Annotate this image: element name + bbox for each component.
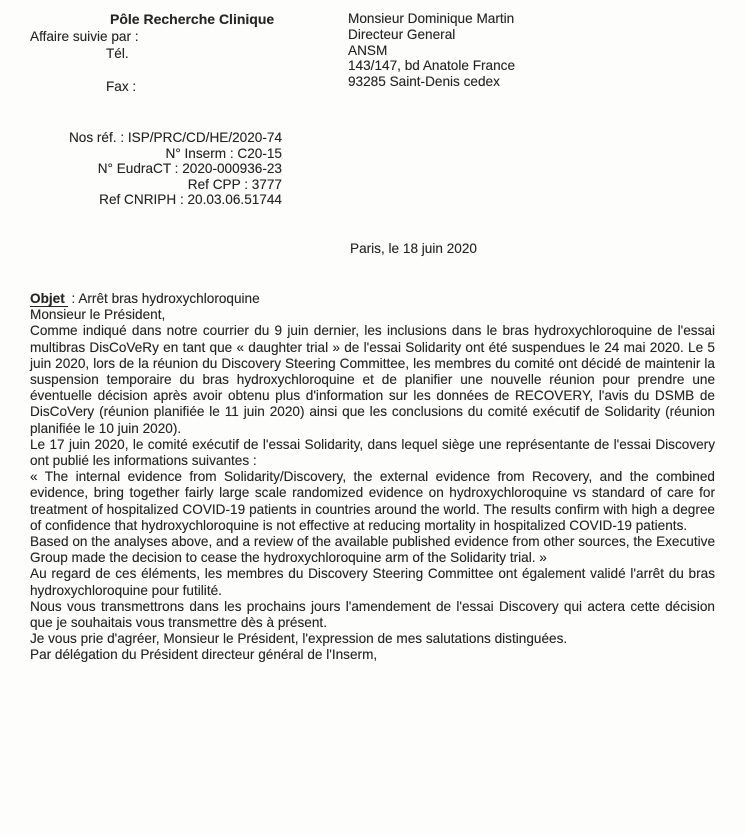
letter-body (30, 291, 715, 664)
paragraph-1: Comme indiqué dans notre courrier du 9 juin dernier, les inclusions dans le bras hydroxychloroquine de l'essai multibras DisCoVeRy en tant que « daughter trial » de l'essai Solidarity ont été suspendues le 24 mai 2020. Le 5 juin 2020, lors de la réunion du Discovery Steering Committee, les membres du comité ont décidé de maintenir la suspension temporaire du bras hydroxychloroquine et de planifier une nouvelle réunion pour prendre une éventuelle décision après avoir obtenu plus d'information sur les données de RECOVERY, l'avis du DSMB de DisCoVery (réunion planifiée le 11 juin 2020) ainsi que les conclusions du comité exécutif de Solidarity (réunion planifiée le 10 juin 2020). (30, 323, 715, 436)
sender-department: Pôle Recherche Clinique (110, 11, 275, 27)
reference-block (30, 130, 282, 208)
paragraph-2-quote-1: « The internal evidence from Solidarity/Discovery, the external evidence from Recovery, and the combined evidence, bring together fairly large scale randomized evidence on hydroxychloroquine vs standard of care for treatment of hospitalized COVID-19 patients in countries around the world. The results confirm with high a degree of confidence that hydroxychloroquine is not effective at reducing mortality in hospitalized COVID-19 patients. (30, 469, 715, 533)
recipient-address-line1: 143/147, bd Anatole France (348, 58, 516, 74)
signature-intro: Par délégation du Président directeur général de l'Inserm, (30, 647, 378, 663)
paragraph-4: Nous vous transmettrons dans les prochains jours l'amendement de l'essai Discovery qui actera cette décision que je souhaitais vous transmettre dès à présent. (30, 598, 715, 631)
recipient-name: Monsieur Dominique Martin (348, 11, 515, 26)
phone-label: Tél. (106, 46, 129, 61)
subject-text: : Arrêt bras hydroxychloroquine (67, 291, 260, 306)
salutation: Monsieur le Président, (30, 307, 166, 323)
reference-cpp: Ref CPP : 3777 (187, 176, 282, 192)
reference-cnriph: Ref CNRIPH : 20.03.06.51744 (99, 192, 282, 208)
subject-label: Objet (30, 291, 68, 307)
subject-line (30, 291, 715, 307)
reference-eudract: N° EudraCT : 2020-000936-23 (97, 161, 282, 177)
dateline: Paris, le 18 juin 2020 (350, 241, 477, 256)
paragraph-2-intro: Le 17 juin 2020, le comité exécutif de l'essai Solidarity, dans lequel siège une représentante de l'essai Discovery ont publié les informations suivantes : (30, 436, 715, 469)
recipient-title: Directeur General (348, 26, 456, 42)
fax-label: Fax : (106, 79, 137, 94)
paragraph-3: Au regard de ces éléments, les membres du Discovery Steering Committee ont également validé l'arrêt du bras hydroxychloroquine pour futilité. (30, 566, 715, 598)
recipient-block (348, 11, 515, 90)
reference-nos-ref: Nos réf. : ISP/PRC/CD/HE/2020-74 (68, 130, 282, 145)
reference-inserm: N° Inserm : C20-15 (165, 145, 282, 161)
recipient-address-line2: 93285 Saint-Denis cedex (348, 74, 500, 90)
recipient-organization: ANSM (348, 42, 388, 58)
case-handler-label: Affaire suivie par : (30, 29, 139, 44)
closing-line: Je vous prie d'agréer, Monsieur le Président, l'expression de mes salutations distinguées. (30, 631, 568, 647)
paragraph-2-quote-2: Based on the analyses above, and a review of the available published evidence from other sources, the Executive Group made the decision to cease the hydroxychloroquine arm of the Solidarity trial. » (30, 534, 715, 566)
